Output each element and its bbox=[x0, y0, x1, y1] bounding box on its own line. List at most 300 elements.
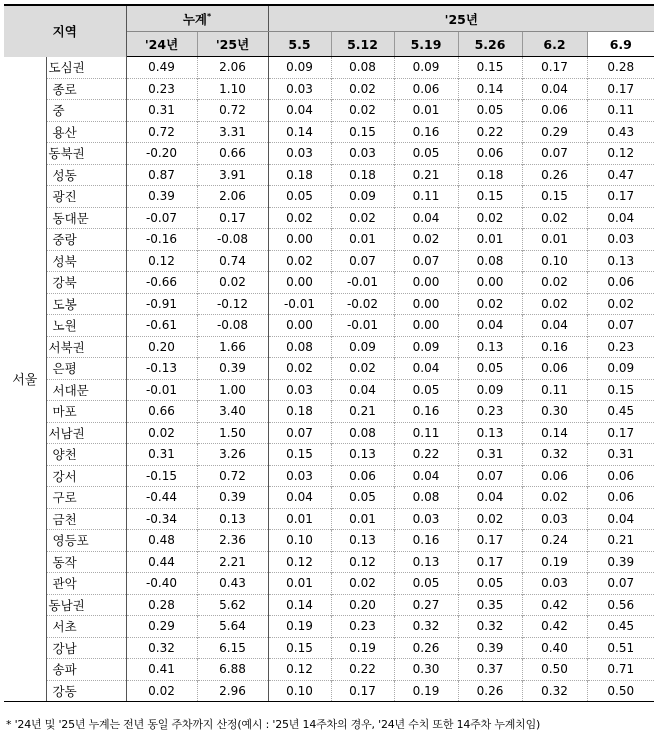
value-cell: 0.30 bbox=[522, 401, 587, 423]
table-row bbox=[4, 315, 654, 337]
value-cell: 0.03 bbox=[394, 508, 458, 530]
value-cell: 0.10 bbox=[522, 250, 587, 272]
value-cell: 0.03 bbox=[268, 465, 331, 487]
value-cell: 2.06 bbox=[197, 186, 268, 208]
value-cell: 0.02 bbox=[587, 293, 654, 315]
value-cell: 0.12 bbox=[126, 250, 197, 272]
district-label: 동작 bbox=[46, 551, 126, 573]
value-cell: 0.16 bbox=[394, 530, 458, 552]
value-cell: -0.01 bbox=[268, 293, 331, 315]
value-cell: 0.02 bbox=[268, 207, 331, 229]
value-cell: 0.04 bbox=[458, 487, 522, 509]
district-label: 서초 bbox=[46, 616, 126, 638]
value-cell: 0.39 bbox=[126, 186, 197, 208]
value-cell: 0.02 bbox=[126, 422, 197, 444]
value-cell: 0.07 bbox=[331, 250, 394, 272]
value-cell: 0.13 bbox=[331, 444, 394, 466]
cumulative-footnote-mark: * bbox=[206, 11, 212, 21]
value-cell: 0.01 bbox=[268, 508, 331, 530]
value-cell: 0.03 bbox=[268, 379, 331, 401]
value-cell: 0.13 bbox=[458, 422, 522, 444]
value-cell: 0.09 bbox=[394, 336, 458, 358]
district-label: 용산 bbox=[46, 121, 126, 143]
value-cell: 0.17 bbox=[587, 186, 654, 208]
value-cell: 3.40 bbox=[197, 401, 268, 423]
value-cell: 0.08 bbox=[394, 487, 458, 509]
value-cell: 0.00 bbox=[268, 315, 331, 337]
district-label: 금천 bbox=[46, 508, 126, 530]
value-cell: 0.11 bbox=[522, 379, 587, 401]
value-cell: 0.06 bbox=[458, 143, 522, 165]
value-cell: 0.72 bbox=[126, 121, 197, 143]
value-cell: 0.31 bbox=[458, 444, 522, 466]
value-cell: 0.06 bbox=[394, 78, 458, 100]
value-cell: 3.26 bbox=[197, 444, 268, 466]
district-label: 송파 bbox=[46, 659, 126, 681]
district-label: 강북 bbox=[46, 272, 126, 294]
value-cell: 0.00 bbox=[394, 272, 458, 294]
city-label: 서울 bbox=[4, 57, 46, 702]
value-cell: 0.23 bbox=[587, 336, 654, 358]
value-cell: 5.62 bbox=[197, 594, 268, 616]
value-cell: 0.26 bbox=[394, 637, 458, 659]
value-cell: 0.31 bbox=[126, 100, 197, 122]
value-cell: 0.04 bbox=[268, 100, 331, 122]
district-label: 서대문 bbox=[46, 379, 126, 401]
value-cell: 0.29 bbox=[126, 616, 197, 638]
district-label: 강서 bbox=[46, 465, 126, 487]
value-cell: 1.50 bbox=[197, 422, 268, 444]
table-row bbox=[4, 143, 654, 165]
value-cell: 0.18 bbox=[331, 164, 394, 186]
value-cell: 0.02 bbox=[522, 207, 587, 229]
value-cell: 0.17 bbox=[587, 78, 654, 100]
value-cell: -0.08 bbox=[197, 229, 268, 251]
value-cell: 0.28 bbox=[587, 57, 654, 79]
value-cell: 0.09 bbox=[331, 186, 394, 208]
value-cell: 0.43 bbox=[197, 573, 268, 595]
table-row bbox=[4, 358, 654, 380]
value-cell: 0.20 bbox=[126, 336, 197, 358]
region-group-label: 동남권 bbox=[46, 594, 126, 616]
value-cell: 2.21 bbox=[197, 551, 268, 573]
value-cell: 0.19 bbox=[268, 616, 331, 638]
value-cell: 0.22 bbox=[331, 659, 394, 681]
value-cell: 0.10 bbox=[268, 530, 331, 552]
value-cell: 0.01 bbox=[331, 508, 394, 530]
value-cell: 0.01 bbox=[394, 100, 458, 122]
value-cell: 0.05 bbox=[331, 487, 394, 509]
value-cell: 0.02 bbox=[268, 358, 331, 380]
value-cell: 3.31 bbox=[197, 121, 268, 143]
district-label: 도봉 bbox=[46, 293, 126, 315]
value-cell: -0.15 bbox=[126, 465, 197, 487]
value-cell: 0.49 bbox=[148, 60, 175, 75]
value-cell: -0.12 bbox=[197, 293, 268, 315]
value-cell: 0.08 bbox=[331, 57, 394, 79]
value-cell: 0.02 bbox=[268, 250, 331, 272]
col-header: 5.12 bbox=[331, 32, 394, 57]
region-group-label: 서남권 bbox=[46, 422, 126, 444]
value-cell: 0.19 bbox=[522, 551, 587, 573]
value-cell: 0.00 bbox=[458, 272, 522, 294]
value-cell: 0.39 bbox=[197, 358, 268, 380]
region-group-label: 동북권 bbox=[46, 143, 126, 165]
col-header: '24년 bbox=[126, 32, 197, 57]
col-header: 5.26 bbox=[458, 32, 522, 57]
value-cell: 0.04 bbox=[522, 78, 587, 100]
table-row bbox=[4, 508, 654, 530]
value-cell: 0.21 bbox=[331, 401, 394, 423]
value-cell: 0.39 bbox=[197, 487, 268, 509]
value-cell: 0.04 bbox=[268, 487, 331, 509]
value-cell: 0.05 bbox=[394, 143, 458, 165]
value-cell: 0.24 bbox=[522, 530, 587, 552]
value-cell: 0.09 bbox=[286, 60, 313, 75]
value-cell: 0.00 bbox=[394, 293, 458, 315]
value-cell: 0.04 bbox=[394, 207, 458, 229]
value-cell: 1.00 bbox=[197, 379, 268, 401]
value-cell: 0.16 bbox=[394, 401, 458, 423]
district-label: 마포 bbox=[46, 401, 126, 423]
value-cell: 0.06 bbox=[522, 465, 587, 487]
district-label: 강남 bbox=[46, 637, 126, 659]
value-cell: 0.17 bbox=[458, 530, 522, 552]
value-cell: 0.22 bbox=[394, 444, 458, 466]
value-cell: 0.05 bbox=[394, 573, 458, 595]
year-2025-header: '25년 bbox=[268, 5, 654, 32]
table-row bbox=[4, 530, 654, 552]
col-header: 6.9 bbox=[587, 32, 654, 57]
value-cell: -0.13 bbox=[126, 358, 197, 380]
table-row bbox=[4, 487, 654, 509]
value-cell: 0.22 bbox=[458, 121, 522, 143]
value-cell: 0.06 bbox=[587, 272, 654, 294]
value-cell: 0.00 bbox=[394, 315, 458, 337]
value-cell: 0.18 bbox=[458, 164, 522, 186]
value-cell: -0.44 bbox=[126, 487, 197, 509]
value-cell: 0.40 bbox=[522, 637, 587, 659]
value-cell: 0.29 bbox=[522, 121, 587, 143]
value-cell: 0.26 bbox=[522, 164, 587, 186]
col-header: '25년 bbox=[197, 32, 268, 57]
value-cell: 0.74 bbox=[197, 250, 268, 272]
value-cell: 0.16 bbox=[522, 336, 587, 358]
col-header: 5.5 bbox=[268, 32, 331, 57]
table-row bbox=[4, 422, 654, 444]
value-cell: 0.23 bbox=[126, 78, 197, 100]
value-cell: -0.61 bbox=[126, 315, 197, 337]
value-cell: 0.06 bbox=[331, 465, 394, 487]
cumulative-header bbox=[126, 5, 268, 32]
table-row bbox=[4, 401, 654, 423]
table-row bbox=[4, 186, 654, 208]
table-row bbox=[4, 659, 654, 681]
value-cell: 0.72 bbox=[197, 465, 268, 487]
value-cell: 0.03 bbox=[268, 78, 331, 100]
value-cell: 0.20 bbox=[331, 594, 394, 616]
value-cell: 0.15 bbox=[331, 121, 394, 143]
value-cell: 0.04 bbox=[331, 379, 394, 401]
value-cell: 0.05 bbox=[458, 358, 522, 380]
table-row bbox=[4, 637, 654, 659]
value-cell: 0.09 bbox=[331, 336, 394, 358]
table-row bbox=[4, 594, 654, 616]
weekly-price-change-table bbox=[4, 4, 654, 702]
district-label: 성북 bbox=[46, 250, 126, 272]
value-cell: 0.23 bbox=[458, 401, 522, 423]
cumulative-label: 누계 bbox=[182, 11, 207, 27]
value-cell: 0.21 bbox=[394, 164, 458, 186]
value-cell: -0.91 bbox=[126, 293, 197, 315]
value-cell: 0.11 bbox=[394, 186, 458, 208]
value-cell: 0.21 bbox=[587, 530, 654, 552]
table-row bbox=[4, 78, 654, 100]
value-cell: 0.17 bbox=[587, 422, 654, 444]
value-cell: 0.15 bbox=[268, 444, 331, 466]
value-cell: 0.04 bbox=[587, 207, 654, 229]
table-row bbox=[4, 229, 654, 251]
value-cell: 0.41 bbox=[126, 659, 197, 681]
col-header: 5.19 bbox=[394, 32, 458, 57]
value-cell: 0.15 bbox=[587, 379, 654, 401]
value-cell: 0.51 bbox=[587, 637, 654, 659]
table-row bbox=[4, 444, 654, 466]
value-cell: 0.28 bbox=[126, 594, 197, 616]
table-row bbox=[4, 57, 654, 79]
value-cell: 0.26 bbox=[458, 680, 522, 702]
value-cell: 0.37 bbox=[458, 659, 522, 681]
value-cell: 0.12 bbox=[268, 659, 331, 681]
value-cell: 0.12 bbox=[587, 143, 654, 165]
district-label: 노원 bbox=[46, 315, 126, 337]
header-row-top bbox=[4, 5, 654, 32]
value-cell: -0.01 bbox=[331, 315, 394, 337]
value-cell: 0.43 bbox=[587, 121, 654, 143]
table-row bbox=[4, 164, 654, 186]
value-cell: -0.02 bbox=[331, 293, 394, 315]
district-label: 관악 bbox=[46, 573, 126, 595]
col-header: 6.2 bbox=[522, 32, 587, 57]
value-cell: 0.39 bbox=[587, 551, 654, 573]
district-label: 동대문 bbox=[46, 207, 126, 229]
value-cell: 0.15 bbox=[522, 186, 587, 208]
value-cell: 0.03 bbox=[522, 508, 587, 530]
value-cell: 0.02 bbox=[522, 293, 587, 315]
value-cell: 0.08 bbox=[331, 422, 394, 444]
value-cell: -0.01 bbox=[331, 272, 394, 294]
value-cell: 1.66 bbox=[197, 336, 268, 358]
value-cell: 0.07 bbox=[268, 422, 331, 444]
value-cell: 0.44 bbox=[126, 551, 197, 573]
region-group-label: 서북권 bbox=[46, 336, 126, 358]
value-cell: 0.02 bbox=[522, 487, 587, 509]
value-cell: 0.45 bbox=[587, 401, 654, 423]
value-cell: 0.16 bbox=[394, 121, 458, 143]
table-row bbox=[4, 121, 654, 143]
value-cell: 0.04 bbox=[587, 508, 654, 530]
table-row bbox=[4, 680, 654, 702]
value-cell: 0.02 bbox=[458, 508, 522, 530]
district-label: 구로 bbox=[46, 487, 126, 509]
value-cell: 0.18 bbox=[268, 401, 331, 423]
table-row bbox=[4, 573, 654, 595]
value-cell: 0.47 bbox=[587, 164, 654, 186]
table-row bbox=[4, 616, 654, 638]
value-cell: 0.07 bbox=[587, 573, 654, 595]
value-cell: 0.71 bbox=[587, 659, 654, 681]
value-cell: 0.05 bbox=[458, 100, 522, 122]
value-cell: 0.09 bbox=[394, 57, 458, 79]
value-cell: 0.13 bbox=[331, 530, 394, 552]
value-cell: 0.07 bbox=[394, 250, 458, 272]
table-row bbox=[4, 207, 654, 229]
value-cell: -0.08 bbox=[197, 315, 268, 337]
value-cell: 0.01 bbox=[522, 229, 587, 251]
value-cell: 0.01 bbox=[331, 229, 394, 251]
value-cell: 0.04 bbox=[394, 465, 458, 487]
district-label: 영등포 bbox=[46, 530, 126, 552]
value-cell: 0.87 bbox=[126, 164, 197, 186]
table-row bbox=[4, 465, 654, 487]
district-label: 중 bbox=[46, 100, 126, 122]
value-cell: 0.02 bbox=[394, 229, 458, 251]
value-cell: 0.32 bbox=[522, 444, 587, 466]
value-cell: -0.20 bbox=[126, 143, 197, 165]
value-cell: 0.17 bbox=[197, 207, 268, 229]
value-cell: 0.02 bbox=[522, 272, 587, 294]
value-cell: 0.18 bbox=[268, 164, 331, 186]
value-cell: 0.23 bbox=[331, 616, 394, 638]
region-header: 지역 bbox=[4, 5, 126, 57]
value-cell: 0.06 bbox=[522, 100, 587, 122]
value-cell: 0.19 bbox=[394, 680, 458, 702]
value-cell: 2.36 bbox=[197, 530, 268, 552]
value-cell: 0.15 bbox=[458, 57, 522, 79]
value-cell: 0.07 bbox=[587, 315, 654, 337]
table-row bbox=[4, 336, 654, 358]
value-cell: 0.07 bbox=[458, 465, 522, 487]
value-cell: 0.30 bbox=[394, 659, 458, 681]
value-cell: 0.31 bbox=[587, 444, 654, 466]
value-cell: 6.88 bbox=[197, 659, 268, 681]
value-cell: 0.39 bbox=[458, 637, 522, 659]
value-cell: 6.15 bbox=[197, 637, 268, 659]
value-cell: 0.31 bbox=[126, 444, 197, 466]
value-cell: 0.12 bbox=[268, 551, 331, 573]
value-cell: -0.01 bbox=[126, 379, 197, 401]
value-cell: 0.02 bbox=[458, 207, 522, 229]
value-cell: 0.10 bbox=[268, 680, 331, 702]
region-group-label: 도심권 bbox=[46, 57, 126, 79]
value-cell: 0.19 bbox=[331, 637, 394, 659]
value-cell: 0.05 bbox=[394, 379, 458, 401]
district-label: 양천 bbox=[46, 444, 126, 466]
value-cell: 0.06 bbox=[587, 487, 654, 509]
value-cell: -0.34 bbox=[126, 508, 197, 530]
value-cell: 0.45 bbox=[587, 616, 654, 638]
district-label: 광진 bbox=[46, 186, 126, 208]
value-cell: 0.02 bbox=[331, 358, 394, 380]
value-cell: 0.66 bbox=[197, 143, 268, 165]
value-cell: 0.13 bbox=[587, 250, 654, 272]
value-cell: 0.17 bbox=[331, 680, 394, 702]
value-cell: 0.56 bbox=[587, 594, 654, 616]
value-cell: 0.27 bbox=[394, 594, 458, 616]
value-cell: 0.11 bbox=[587, 100, 654, 122]
value-cell: 0.04 bbox=[394, 358, 458, 380]
value-cell: 0.35 bbox=[458, 594, 522, 616]
footnote: * '24년 및 '25년 누계는 전년 동일 주차까지 산정(예시 : '25년 14주차의 경우, '24년 수치 또한 14주차 누계치임) bbox=[6, 718, 541, 731]
value-cell: 0.17 bbox=[458, 551, 522, 573]
district-label: 중랑 bbox=[46, 229, 126, 251]
value-cell: 2.96 bbox=[197, 680, 268, 702]
value-cell: 0.02 bbox=[331, 78, 394, 100]
value-cell: 0.32 bbox=[394, 616, 458, 638]
value-cell: 0.42 bbox=[522, 616, 587, 638]
value-cell: 0.32 bbox=[522, 680, 587, 702]
value-cell: -0.07 bbox=[126, 207, 197, 229]
value-cell: 2.06 bbox=[197, 57, 268, 79]
value-cell: 0.03 bbox=[331, 143, 394, 165]
value-cell: 0.72 bbox=[197, 100, 268, 122]
district-label: 종로 bbox=[46, 78, 126, 100]
district-label: 성동 bbox=[46, 164, 126, 186]
table-row bbox=[4, 293, 654, 315]
table-row bbox=[4, 551, 654, 573]
value-cell: 0.03 bbox=[587, 229, 654, 251]
value-cell: 0.01 bbox=[268, 573, 331, 595]
value-cell: 0.15 bbox=[458, 186, 522, 208]
value-cell: 0.05 bbox=[268, 186, 331, 208]
value-cell: 0.02 bbox=[331, 100, 394, 122]
value-cell: 1.10 bbox=[197, 78, 268, 100]
value-cell: 0.04 bbox=[458, 315, 522, 337]
value-cell: 0.02 bbox=[331, 207, 394, 229]
district-label: 강동 bbox=[46, 680, 126, 702]
value-cell: 0.14 bbox=[522, 422, 587, 444]
table-body bbox=[4, 57, 654, 702]
value-cell: 0.66 bbox=[126, 401, 197, 423]
value-cell: 0.13 bbox=[197, 508, 268, 530]
value-cell: 0.13 bbox=[394, 551, 458, 573]
value-cell: 0.08 bbox=[458, 250, 522, 272]
value-cell: -0.66 bbox=[126, 272, 197, 294]
value-cell: 0.15 bbox=[268, 637, 331, 659]
value-cell: 0.02 bbox=[197, 272, 268, 294]
value-cell: 0.03 bbox=[268, 143, 331, 165]
value-cell: 0.07 bbox=[522, 143, 587, 165]
weekly-price-change-table-container bbox=[4, 4, 654, 731]
value-cell: 0.50 bbox=[522, 659, 587, 681]
value-cell: 0.12 bbox=[331, 551, 394, 573]
value-cell: 0.02 bbox=[126, 680, 197, 702]
value-cell: 0.32 bbox=[126, 637, 197, 659]
value-cell: -0.40 bbox=[126, 573, 197, 595]
value-cell: -0.16 bbox=[126, 229, 197, 251]
table-row bbox=[4, 379, 654, 401]
value-cell: 0.42 bbox=[522, 594, 587, 616]
table-row bbox=[4, 100, 654, 122]
value-cell: 0.05 bbox=[458, 573, 522, 595]
value-cell: 0.08 bbox=[268, 336, 331, 358]
value-cell: 0.01 bbox=[458, 229, 522, 251]
value-cell: 0.09 bbox=[587, 358, 654, 380]
value-cell: 0.06 bbox=[522, 358, 587, 380]
value-cell: 0.32 bbox=[458, 616, 522, 638]
value-cell: 0.06 bbox=[587, 465, 654, 487]
value-cell: 0.09 bbox=[458, 379, 522, 401]
